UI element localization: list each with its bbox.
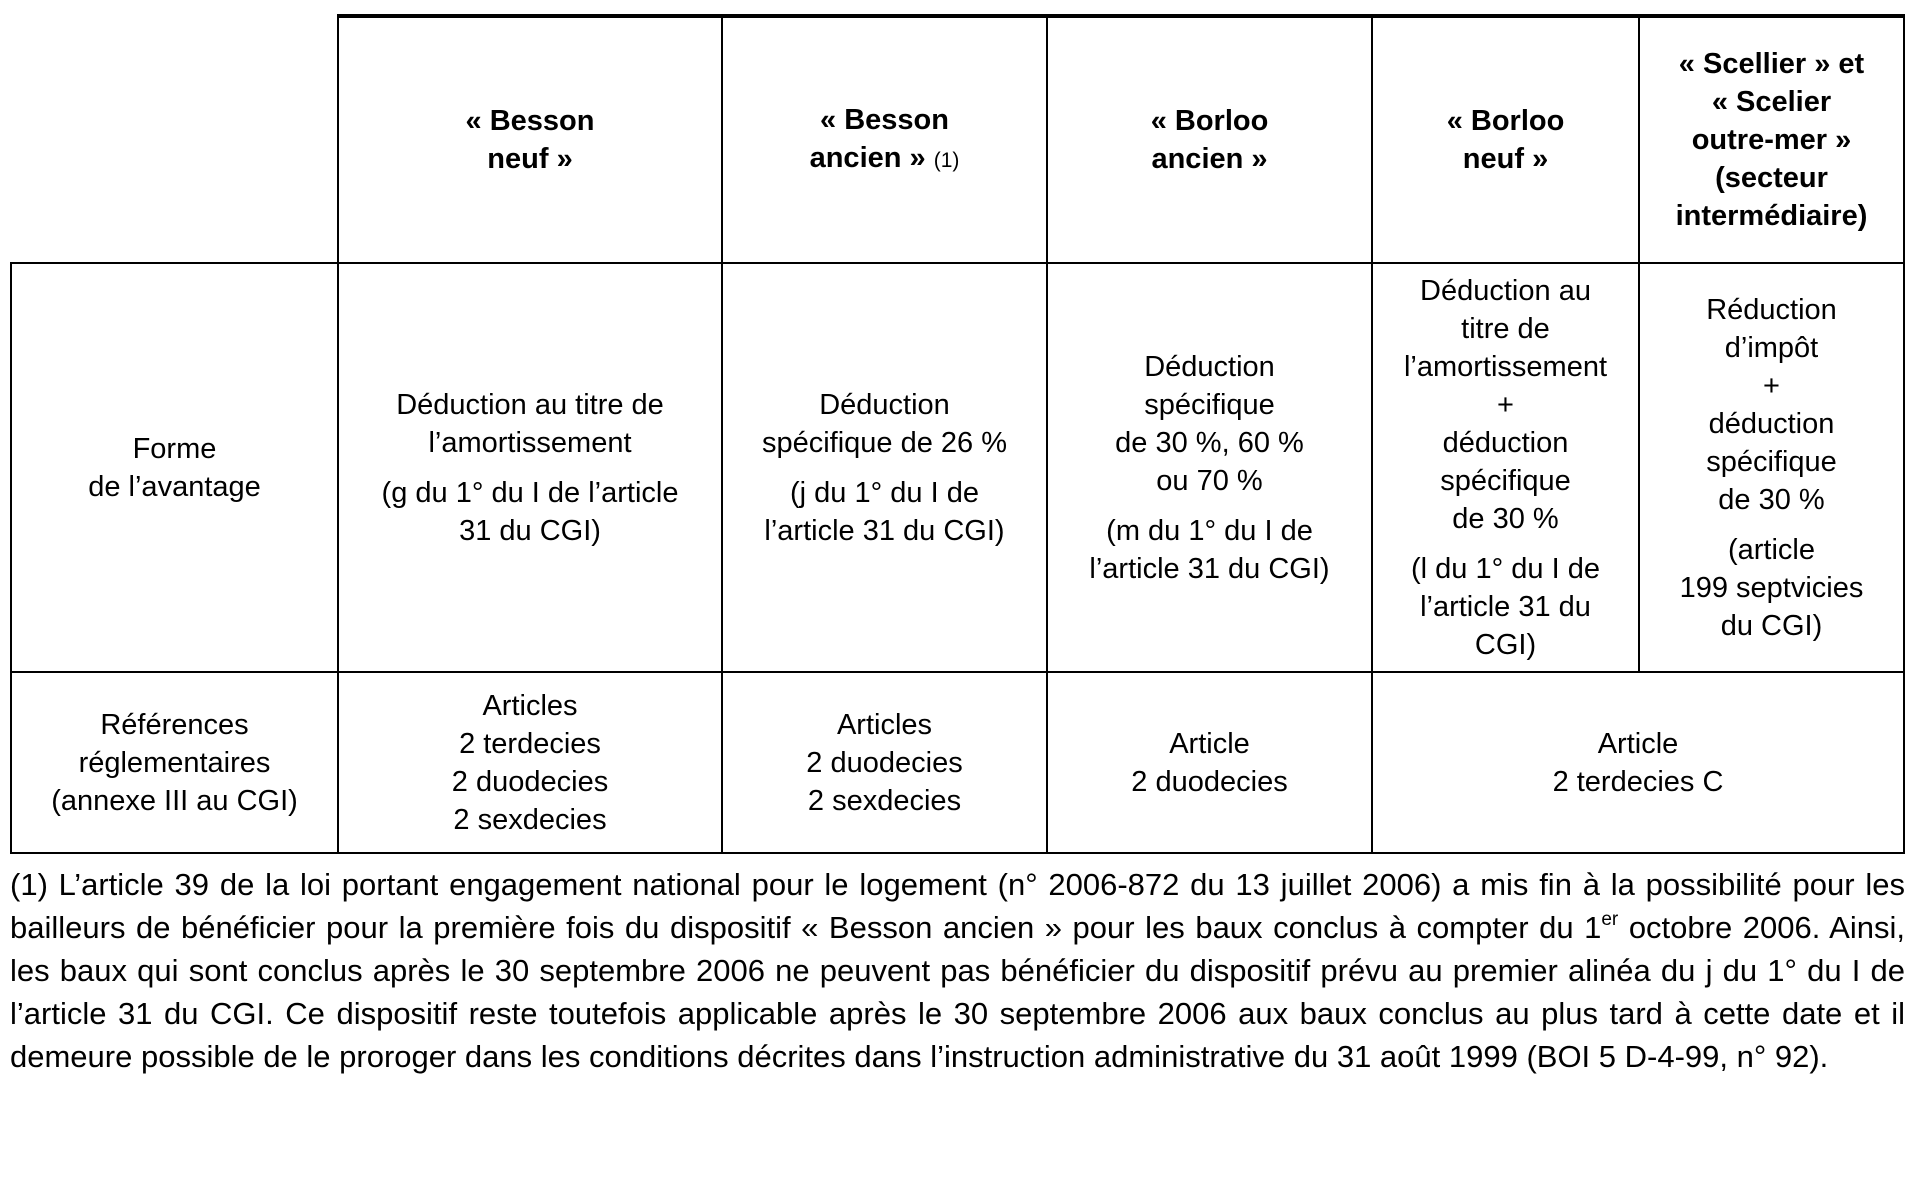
cell-ref-besson-neuf: Articles 2 terdecies 2 duodecies 2 sexdecies (451, 689, 609, 836)
cell-forme-scellier: Réduction d’impôt + déduction spécifique de 30 % (article 199 septvicies du CGI) (1679, 293, 1864, 642)
footnote-text-part2: octobre 2006. Ainsi, les baux qui sont conclus après le 30 septembre 2006 ne peuvent pas bénéficier du dispositif prévu au premier alinéa du j du 1° du I de l’article 31 du CGI. Ce dispositif reste toutefois applicable après le 30 septembre 2006 aux baux conclus au plus tard à cette date et il demeure possible de le proroger dans les conditions décrites dans l’instruction administrative du 31 août 1999 (BOI 5 D-4-99, n° 92). (10, 910, 1905, 1074)
footnote-reference: (1) (933, 148, 960, 172)
cell-ref-besson-ancien: Articles 2 duodecies 2 sexdecies (806, 708, 963, 817)
cell-ref-borloo-neuf-scellier: Article 2 terdecies C (1552, 727, 1724, 798)
footnote-text-part1: L’article 39 de la loi portant engagement national pour le logement (n° 2006-872 du 13 juillet 2006) a mis fin à la possibilité pour les bailleurs de bénéficier pour la première fois du dispositif « Besson ancien » pour les baux conclus à compter du 1 (10, 867, 1905, 945)
header-besson-neuf: « Besson neuf » (465, 105, 595, 175)
header-scellier: « Scellier » et « Scelier outre-mer » (secteur intermédiaire) (1675, 48, 1868, 232)
table-right-border (1903, 14, 1905, 854)
header-borloo-ancien: « Borloo ancien » (1150, 105, 1269, 175)
cell-forme-borloo-neuf: Déduction au titre de l’amortissement + déduction spécifique de 30 % (l du 1° du I de l’article 31 du CGI) (1403, 274, 1608, 661)
cell-forme-borloo-ancien: Déduction spécifique de 30 %, 60 % ou 70 % (m du 1° du I de l’article 31 du CGI) (1089, 350, 1330, 585)
footnote (10, 863, 1905, 1078)
header-borloo-neuf: « Borloo neuf » (1446, 105, 1565, 175)
cell-forme-besson-neuf: Déduction au titre de l’amortissement (g du 1° du I de l’article 31 du CGI) (381, 388, 679, 547)
footnote-superscript: er (1601, 908, 1619, 930)
row-label-references: Références réglementaires (annexe III au CGI) (51, 708, 298, 817)
row-label-forme-avantage: Forme de l’avantage (88, 432, 261, 503)
cell-ref-borloo-ancien: Article 2 duodecies (1131, 727, 1288, 798)
footnote-marker: (1) (10, 867, 48, 902)
cell-forme-besson-ancien: Déduction spécifique de 26 % (j du 1° du I de l’article 31 du CGI) (761, 388, 1008, 547)
header-besson-ancien: « Besson ancien » (1) (809, 103, 960, 174)
table-bottom-border (10, 852, 1905, 854)
